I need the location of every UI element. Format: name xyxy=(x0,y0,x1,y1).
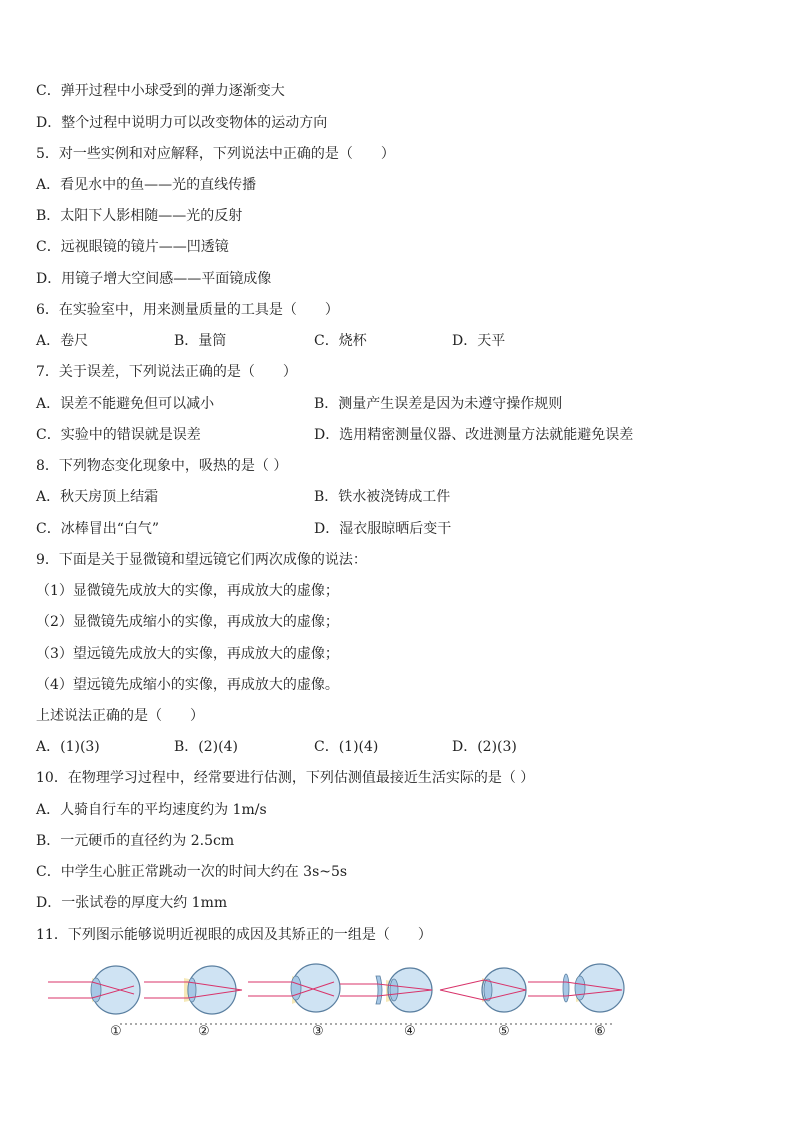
q9-option-b: B．(2)(4) xyxy=(174,739,238,755)
q8-option-b: B．铁水被浇铸成工件 xyxy=(314,489,451,505)
q8-option-a: A．秋天房顶上结霜 xyxy=(36,489,159,505)
figure-label-5: ⑤ xyxy=(498,1024,510,1039)
q8-options-row1 xyxy=(0,488,794,506)
q7-option-d: D．选用精密测量仪器、改进测量方法就能避免误差 xyxy=(314,427,634,443)
q8-options-row2 xyxy=(0,520,794,538)
figure-label-3: ③ xyxy=(312,1024,324,1039)
eye-diagram-1 xyxy=(48,966,140,1014)
q7-stem: 7．关于误差，下列说法正确的是（ ） xyxy=(36,364,297,380)
q9-statement-3: （3）望远镜先成放大的实像，再成放大的虚像； xyxy=(36,646,339,662)
q9-option-c: C．(1)(4) xyxy=(314,739,379,755)
q6-option-d: D．天平 xyxy=(452,333,506,349)
q7-options-row2 xyxy=(0,426,794,444)
q7-options-row1 xyxy=(0,395,794,413)
q6-option-a: A．卷尺 xyxy=(36,333,89,349)
q9-statement-4: （4）望远镜先成缩小的实像，再成放大的虚像。 xyxy=(36,677,339,693)
q5-option-a: A．看见水中的鱼——光的直线传播 xyxy=(36,177,257,193)
q6-stem: 6．在实验室中，用来测量质量的工具是（ ） xyxy=(36,302,339,318)
q7-option-b: B．测量产生误差是因为未遵守操作规则 xyxy=(314,396,563,412)
q9-statement-1: （1）显微镜先成放大的实像，再成放大的虚像； xyxy=(36,583,339,599)
q9-options xyxy=(0,738,794,756)
q9-stem: 9．下面是关于显微镜和望远镜它们两次成像的说法： xyxy=(36,552,367,568)
q6-option-c: C．烧杯 xyxy=(314,333,367,349)
eye-diagram-2 xyxy=(144,966,242,1014)
q6-option-b: B．量筒 xyxy=(174,333,227,349)
eye-diagram-figure xyxy=(44,962,644,1046)
q6-options xyxy=(0,332,794,350)
figure-label-2: ② xyxy=(198,1024,210,1039)
q5-stem: 5．对一些实例和对应解释，下列说法中正确的是（ ） xyxy=(36,146,395,162)
q5-option-b: B．太阳下人影相随——光的反射 xyxy=(36,208,243,224)
q10-option-d: D．一张试卷的厚度大约 1mm xyxy=(36,895,228,911)
q4-option-d: D．整个过程中说明力可以改变物体的运动方向 xyxy=(36,115,328,131)
q4-option-c: C．弹开过程中小球受到的弹力逐渐变大 xyxy=(36,83,285,99)
q11-stem: 11．下列图示能够说明近视眼的成因及其矫正的一组是（ ） xyxy=(36,927,432,943)
q10-option-c: C．中学生心脏正常跳动一次的时间大约在 3s~5s xyxy=(36,864,348,880)
q5-option-d: D．用镜子增大空间感——平面镜成像 xyxy=(36,271,272,287)
q8-stem: 8．下列物态变化现象中，吸热的是（ ） xyxy=(36,458,288,474)
q10-option-a: A．人骑自行车的平均速度约为 1m/s xyxy=(36,802,267,818)
q10-stem: 10．在物理学习过程中，经常要进行估测，下列估测值最接近生活实际的是（ ） xyxy=(36,770,535,786)
eye-diagrams-svg xyxy=(44,962,644,1026)
q9-statement-2: （2）显微镜先成缩小的实像，再成放大的虚像； xyxy=(36,614,339,630)
eye-diagram-6 xyxy=(528,964,624,1012)
eye-diagram-4 xyxy=(340,968,434,1012)
figure-label-4: ④ xyxy=(404,1024,416,1039)
figure-label-6: ⑥ xyxy=(594,1024,606,1039)
q7-option-a: A．误差不能避免但可以减小 xyxy=(36,396,215,412)
q9-question: 上述说法正确的是（ ） xyxy=(36,708,204,724)
eye-diagram-3 xyxy=(248,964,340,1012)
q7-option-c: C．实验中的错误就是误差 xyxy=(36,427,201,443)
q8-option-c: C．冰棒冒出“白气” xyxy=(36,521,160,537)
figure-label-1: ① xyxy=(110,1024,122,1039)
q9-option-d: D．(2)(3) xyxy=(452,739,517,755)
q8-option-d: D．湿衣服晾晒后变干 xyxy=(314,521,452,537)
q9-option-a: A．(1)(3) xyxy=(36,739,100,755)
q5-option-c: C．远视眼镜的镜片——凹透镜 xyxy=(36,239,229,255)
eye-diagram-5 xyxy=(440,968,526,1012)
q10-option-b: B．一元硬币的直径约为 2.5cm xyxy=(36,833,235,849)
